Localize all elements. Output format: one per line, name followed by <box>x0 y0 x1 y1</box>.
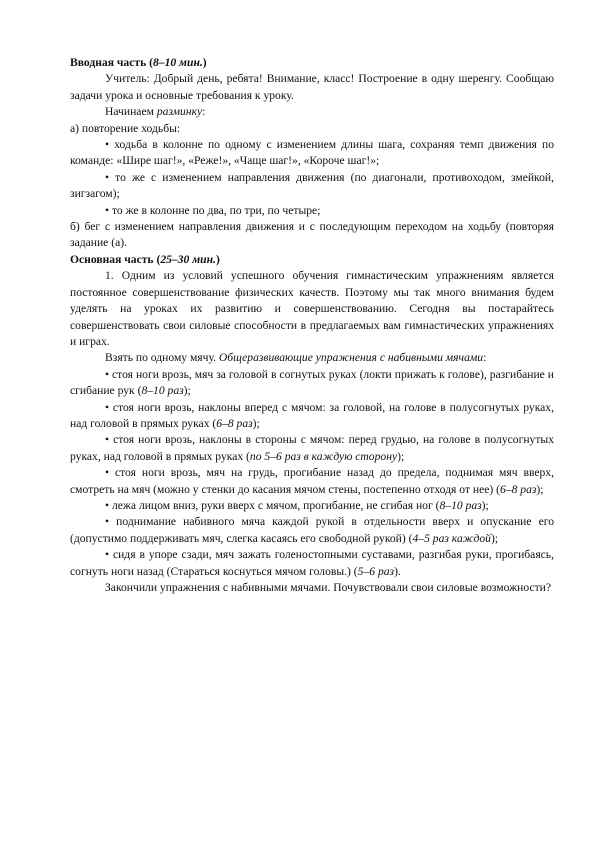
section-a-title: а) повторение ходьбы: <box>70 121 181 135</box>
intro-heading-label: Вводная часть ( <box>70 56 153 69</box>
intro-heading <box>70 55 554 71</box>
exercise-5-reps: 8–10 раз <box>439 498 482 512</box>
exercise-4 <box>70 465 554 498</box>
exercise-6-text: • поднимание набивного мяча каждой рукой в отдельности вверх и опускание его (допустимо поддерживать мяч, слегка касаясь его свободной рукой) ( <box>70 515 554 545</box>
exercise-3 <box>70 432 554 465</box>
walk-bullet-3: • то же в колонне по два, по три, по четыре; <box>105 203 321 217</box>
exercise-5 <box>70 498 554 514</box>
exercise-1-text: • стоя ноги врозь, мяч за головой в согнутых руках (локти прижать к голове), разгибание и сгибание рук ( <box>70 367 554 398</box>
section-b-text: б) бег с изменением направления движения и с последующим переходом на ходьбу (повторяя задание (а). <box>70 220 554 250</box>
walk-bullet-2: • то же с изменением направления движения (по диагонали, противоходом, змейкой, зигзагом); <box>70 170 554 201</box>
document-page <box>70 55 554 596</box>
main-paragraph-1: 1. Одним из условий успешного обучения гимнастическим упражнениям является постоянное совершенствование физических качеств. Поэтому мы так много внимания будем уделять на уроках их развитию и совершенствованию. Сегодня вы постарайтесь совершенствовать свои силовые способности в предлагаемых вам гимнастических упражнениях и играх. <box>70 269 554 348</box>
exercise-6 <box>70 514 554 547</box>
exercise-2 <box>70 400 554 433</box>
main-heading-label: Основная часть ( <box>70 252 161 266</box>
exercise-4-reps: 6–8 раз <box>500 482 537 496</box>
intro-heading-close: ) <box>202 56 207 69</box>
exercise-6-reps: 4–5 раз каждой <box>412 531 491 545</box>
exercise-1 <box>70 367 554 400</box>
exercise-5-end: ); <box>481 498 489 512</box>
exercise-7-reps: 5–6 раз <box>357 564 395 578</box>
intro-heading-time: 8–10 мин. <box>152 56 203 69</box>
exercise-1-reps: 8–10 раз <box>141 384 184 398</box>
exercise-3-reps: по 5–6 раз в каждую сторону <box>249 449 398 463</box>
walk-bullet-1: • ходьба в колонне по одному с изменением длины шага, сохраняя темп движения по команде: «Шире шаг!», «Реже!», «Чаще шаг!», «Короче шаг!»; <box>70 138 554 168</box>
exercise-2-reps: 6–8 раз <box>216 416 253 430</box>
warmup-line <box>70 104 554 120</box>
exercise-4-text: • стоя ноги врозь, мяч на грудь, прогибание назад до предела, поднимая мяч вверх, смотреть на мяч (можно у стенки до касания мячом стены, постепенно отходя от нее) ( <box>70 466 554 496</box>
ball-end: : <box>483 351 487 365</box>
exercise-5-text: • лежа лицом вниз, руки вверх с мячом, прогибание, не сгибая ног ( <box>105 498 440 512</box>
main-heading-close: ) <box>215 252 220 266</box>
ball-lead: Взять по одному мячу. <box>105 351 219 365</box>
main-heading <box>70 252 554 268</box>
exercise-1-end: ); <box>183 384 191 398</box>
warmup-lead: Начинаем <box>105 105 157 119</box>
exercise-3-text: • стоя ноги врозь, наклоны в стороны с мячом: перед грудью, на голове в полусогнутых руках, над головой в прямых руках ( <box>70 433 554 463</box>
exercise-7-end: ). <box>394 564 401 578</box>
ball-italic: Общеразвивающие упражнения с набивными мячами <box>218 351 484 365</box>
teacher-greeting: Учитель: Добрый день, ребята! Внимание, класс! Построение в одну шеренгу. Сообщаю задачи урока и основные требования к уроку. <box>70 72 554 102</box>
exercise-4-end: ); <box>536 482 544 496</box>
exercise-2-text: • стоя ноги врозь, наклоны вперед с мячом: за головой, на голове в полусогнутых руках, над головой в прямых руках ( <box>70 400 554 430</box>
exercise-7 <box>70 547 554 580</box>
exercise-7-text: • сидя в упоре сзади, мяч зажать голеностопными суставами, разгибая руки, прогибаясь, согнуть ноги назад (Стараться коснуться мячом головы.) ( <box>70 548 554 578</box>
warmup-word: разминку <box>156 105 203 119</box>
exercise-6-end: ); <box>490 531 499 545</box>
exercise-2-end: ); <box>252 416 260 430</box>
exercise-3-end: ); <box>397 449 405 463</box>
warmup-end: : <box>202 105 206 119</box>
closing-paragraph: Закончили упражнения с набивными мячами. Почувствовали свои силовые возможности? <box>105 581 552 594</box>
main-heading-time: 25–30 мин. <box>160 252 216 266</box>
ball-intro <box>70 350 554 366</box>
